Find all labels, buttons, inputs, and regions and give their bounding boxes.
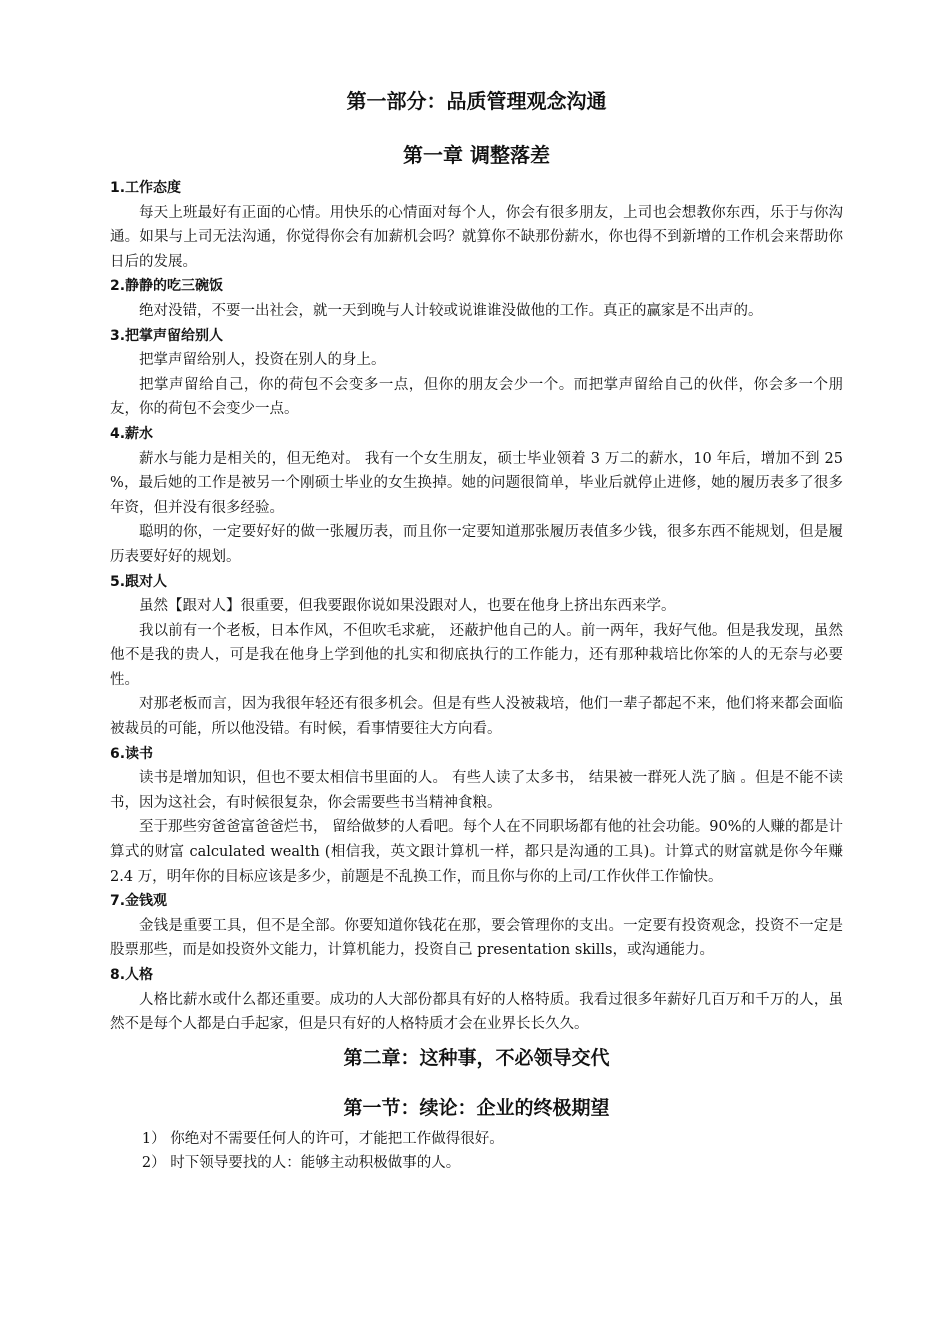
section-reading: [110, 742, 843, 890]
paragraph: 每天上班最好有正面的心情。用快乐的心情面对每个人，你会有很多朋友，上司也会想教你东西，乐于与你沟通。如果与上司无法沟通，你觉得你会有加薪机会吗？就算你不缺那份薪水，你也得不到新增的工作机会来帮助你日后的发展。: [110, 204, 843, 270]
paragraph: 把掌声留给别人，投资在别人的身上。: [139, 352, 386, 369]
paragraph: 人格比薪水或什么都还重要。成功的人大部份都具有好的人格特质。我看过很多年薪好几百万和千万的人，虽然不是每个人都是白手起家，但是只有好的人格特质才会在业界长长久久。: [110, 991, 843, 1033]
paragraph: 至于那些穷爸爸富爸爸烂书， 留给做梦的人看吧。每个人在不同职场都有他的社会功能。90%的人赚的都是计算式的财富 calculated wealth (相信我，英文跟计算机一样，都只是沟通的工具)。计算式的财富就是你今年赚 2.4 万，明年你的目标应该是多少，前题是不乱换工作，而且你与你的上司/工作伙伴工作愉快。: [110, 819, 843, 885]
paragraph: 聪明的你，一定要好好的做一张履历表，而且你一定要知道那张履历表值多少钱，很多东西不能规划，但是履历表要好好的规划。: [110, 524, 843, 565]
paragraph: 读书是增加知识，但也不要太相信书里面的人。 有些人读了太多书， 结果被一群死人洗了脑 。但是不能不读书，因为这社会，有时候很复杂，你会需要些书当精神食粮。: [110, 770, 843, 811]
paragraph: 对那老板而言，因为我很年轻还有很多机会。但是有些人没被栽培，他们一辈子都起不来，他们将来都会面临被裁员的可能，所以他没错。有时候，看事情要往大方向看。: [110, 696, 843, 738]
paragraph: 绝对没错，不要一出社会，就一天到晚与人计较或说谁谁没做他的工作。真正的赢家是不出声的。: [139, 302, 763, 319]
section-title: 2.静静的吃三碗饭: [110, 278, 224, 295]
chapter-title: 第一章 调整落差: [403, 143, 550, 167]
part-title: 第一部分：品质管理观念沟通: [346, 89, 607, 113]
section-character: [110, 963, 843, 1037]
section-money-view: [110, 889, 843, 963]
paragraph: 虽然【跟对人】很重要，但我要跟你说如果没跟对人，也要在他身上挤出东西来学。: [139, 598, 676, 615]
section-title: 3.把掌声留给别人: [110, 327, 224, 344]
chapter-title: 第二章：这种事，不必领导交代: [343, 1046, 610, 1069]
section-title: 6.读书: [110, 745, 154, 762]
paragraph: 把掌声留给自己，你的荷包不会变多一点，但你的朋友会少一个。而把掌声留给自己的伙伴，你会多一个朋友，你的荷包不会变少一点。: [110, 376, 843, 418]
section-title: 1.工作态度: [110, 180, 182, 196]
section-title: 8.人格: [110, 967, 154, 983]
section-title: 4.薪水: [110, 425, 154, 442]
list-item: 2） 时下领导要找的人：能够主动积极做事的人。: [141, 1155, 461, 1172]
section-title: 7.金钱观: [110, 893, 168, 910]
section-quiet-work: [110, 274, 843, 323]
paragraph: 薪水与能力是相关的，但无绝对。 我有一个女生朋友，硕士毕业领着 3 万二的薪水，10 年后，增加不到 25 %，最后她的工作是被另一个刚硕士毕业的女生换掉。她的问题很简单，毕业后就停止进修，她的履历表多了很多年资，但并没有很多经验。: [110, 450, 843, 516]
section-title: 5.跟对人: [110, 573, 168, 590]
list-item: 1） 你绝对不需要任何人的许可，才能把工作做得很好。: [141, 1130, 504, 1147]
paragraph: 我以前有一个老板，日本作风，不但吹毛求疵， 还蔽护他自己的人。前一两年，我好气他。但是我发现，虽然他不是我的贵人，可是我在他身上学到他的扎实和彻底执行的工作能力，还有那种栽培比你笨的人的无奈与必要性。: [110, 622, 843, 688]
section-work-attitude: [110, 176, 843, 274]
section-salary: [110, 422, 843, 570]
document-page: [110, 86, 843, 1176]
subsection-title: 第一节：续论：企业的终极期望: [343, 1096, 610, 1119]
section-applause: [110, 324, 843, 422]
section-follow-right-person: [110, 570, 843, 742]
paragraph: 金钱是重要工具，但不是全部。你要知道你钱花在那，要会管理你的支出。一定要有投资观念，投资不一定是股票那些，而是如投资外文能力，计算机能力，投资自己 presentation skills，或沟通能力。: [110, 917, 843, 959]
